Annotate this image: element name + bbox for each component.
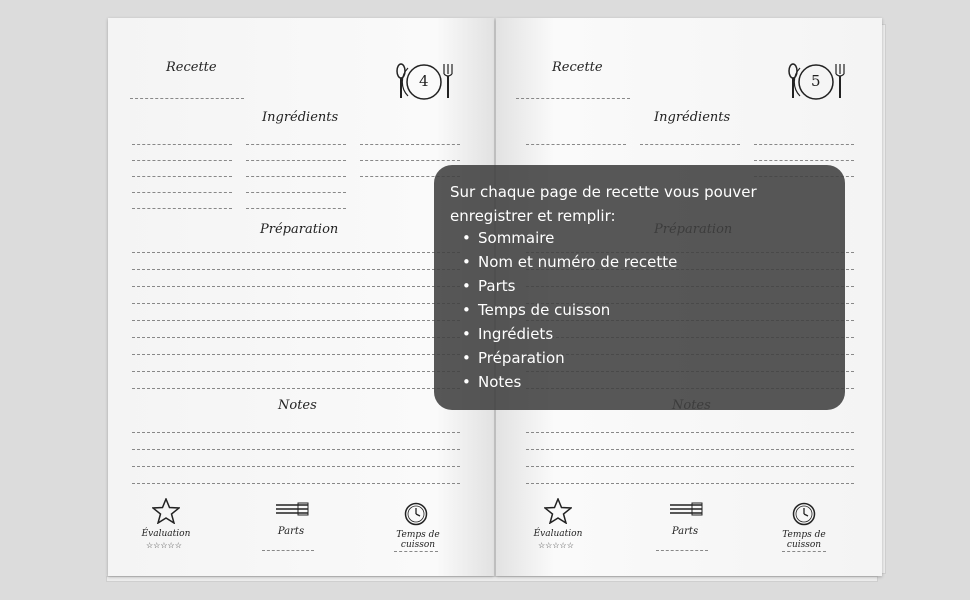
ingredient-line [132,176,232,177]
preparation-line [132,337,460,338]
cutlery-icon [274,502,310,516]
recipe-number: 4 [419,72,429,90]
ingredient-line [246,176,346,177]
notes-line [132,432,460,433]
ingredient-line [246,144,346,145]
rating-stars[interactable]: ☆☆☆☆☆ [538,541,574,550]
portions-line [262,550,314,551]
preparation-line [132,320,460,321]
list-item: • Parts [462,274,677,298]
notes-line [526,449,854,450]
preparation-line [132,371,460,372]
ingredient-line [246,160,346,161]
overlay-intro: Sur chaque page de recette vous pouver enregistrer et remplir: [450,183,757,225]
notes-line [132,466,460,467]
preparation-line [132,269,460,270]
ingredient-line [246,208,346,209]
ingredient-line [132,192,232,193]
cooking-time-label: Temps de cuisson [782,530,826,550]
cooking-time-line [782,551,826,552]
info-overlay [434,165,845,410]
recipe-label: Recette [552,60,603,75]
ingredient-line [132,208,232,209]
recipe-label: Recette [166,60,217,75]
ingredient-line [526,144,626,145]
recipe-number: 5 [811,72,821,90]
ingredient-line [132,144,232,145]
portions-label: Parts [671,526,699,537]
recipe-name-line [516,98,630,99]
rating-stars[interactable]: ☆☆☆☆☆ [146,541,182,550]
notes-label: Notes [278,398,317,413]
ingredient-line [360,160,460,161]
list-item: • Notes [462,370,677,394]
preparation-line [132,354,460,355]
ingredients-label: Ingrédients [654,110,731,125]
preparation-label: Préparation [260,222,339,237]
ingredient-line [640,144,740,145]
list-item: • Préparation [462,346,677,370]
notes-line [526,432,854,433]
ingredient-line [360,144,460,145]
clock-icon [404,502,428,526]
preparation-line [132,252,460,253]
portions-line [656,550,708,551]
list-item: • Ingrédiets [462,322,677,346]
cooking-time-line [394,551,438,552]
notes-line [526,483,854,484]
feature-list [462,226,677,394]
recipe-name-line [130,98,244,99]
rating-label: Évaluation [533,529,583,539]
cooking-time-label: Temps de cuisson [396,530,440,550]
preparation-line [132,388,460,389]
ingredient-line [246,192,346,193]
preparation-line [132,286,460,287]
rating-label: Évaluation [141,529,191,539]
preparation-line [132,303,460,304]
ingredient-line [132,160,232,161]
ingredient-line [754,144,854,145]
cutlery-icon [668,502,704,516]
star-icon [544,498,572,524]
notes-line [526,466,854,467]
portions-label: Parts [277,526,305,537]
page-stack-bottom [106,576,878,582]
ingredient-line [754,160,854,161]
star-icon [152,498,180,524]
notes-line [132,483,460,484]
ingredients-label: Ingrédients [262,110,339,125]
clock-icon [792,502,816,526]
list-item: • Temps de cuisson [462,298,677,322]
list-item: • Sommaire [462,226,677,250]
list-item: • Nom et numéro de recette [462,250,677,274]
notes-line [132,449,460,450]
